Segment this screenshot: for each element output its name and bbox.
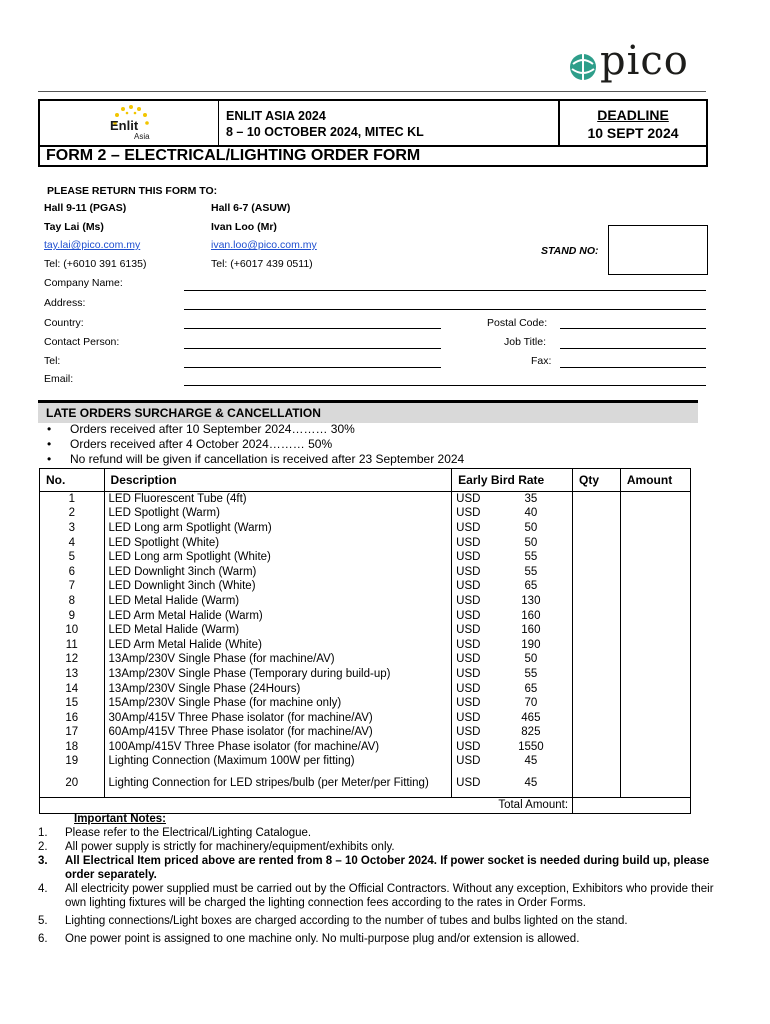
row-currency: USD [456, 755, 481, 768]
surcharge-bar [38, 400, 698, 423]
row-rate: 50 [490, 521, 573, 536]
contact-input[interactable] [184, 348, 441, 349]
row-no: 10 [40, 623, 105, 638]
row-qty-input[interactable] [573, 711, 621, 726]
row-desc: LED Arm Metal Halide (Warm) [104, 609, 452, 624]
table-row [40, 682, 691, 697]
address-input[interactable] [184, 309, 706, 310]
table-row [40, 667, 691, 682]
row-qty-input[interactable] [573, 638, 621, 653]
row-currency: USD [456, 492, 481, 505]
row-no: 20 [40, 769, 105, 798]
contact1-hall: Hall 9-11 (PGAS) [44, 202, 127, 214]
enlit-logo-sub: Asia [134, 132, 150, 141]
note-number: 3. [38, 855, 48, 867]
contact1-name: Tay Lai (Ms) [44, 221, 104, 233]
row-qty-input[interactable] [573, 682, 621, 697]
contact2-tel: Tel: (+6017 439 0511) [211, 258, 313, 270]
email-label: Email: [44, 373, 74, 385]
return-heading: PLEASE RETURN THIS FORM TO: [47, 185, 218, 197]
globe-icon [568, 52, 598, 82]
table-row [40, 653, 691, 668]
row-no: 9 [40, 609, 105, 624]
row-qty-input[interactable] [573, 609, 621, 624]
row-desc: 60Amp/415V Three Phase isolator (for machine/AV) [104, 726, 452, 741]
row-qty-input[interactable] [573, 580, 621, 595]
row-currency: USD [456, 521, 481, 534]
table-row [40, 638, 691, 653]
row-rate: 465 [490, 711, 573, 726]
row-amount-input[interactable] [620, 594, 690, 609]
table-row [40, 594, 691, 609]
row-amount-input[interactable] [620, 507, 690, 522]
row-amount-input[interactable] [620, 550, 690, 565]
row-rate: 45 [490, 769, 573, 798]
row-qty-input[interactable] [573, 755, 621, 770]
contact1-email[interactable]: tay.lai@pico.com.my [44, 239, 141, 251]
row-currency: USD [456, 667, 481, 680]
row-amount-input[interactable] [620, 696, 690, 711]
table-row [40, 507, 691, 522]
company-input[interactable] [184, 290, 706, 291]
contact2-hall: Hall 6-7 (ASUW) [211, 202, 291, 214]
row-rate: 825 [490, 726, 573, 741]
table-row [40, 536, 691, 551]
row-desc: LED Downlight 3inch (White) [104, 580, 452, 595]
note-item [38, 882, 718, 910]
table-row [40, 550, 691, 565]
row-currency: USD [456, 653, 481, 666]
row-desc: Lighting Connection for LED stripes/bulb (per Meter/per Fitting) [104, 769, 452, 798]
row-no: 19 [40, 755, 105, 770]
row-qty-input[interactable] [573, 594, 621, 609]
table-row [40, 521, 691, 536]
row-rate: 55 [490, 565, 573, 580]
col-rate: Early Bird Rate [452, 469, 573, 492]
table-row [40, 740, 691, 755]
row-currency: USD [456, 565, 481, 578]
top-rule [38, 91, 706, 92]
table-row [40, 711, 691, 726]
row-no: 8 [40, 594, 105, 609]
row-currency: USD [456, 726, 481, 739]
row-rate: 70 [490, 696, 573, 711]
row-rate: 40 [490, 507, 573, 522]
note-number: 4. [38, 883, 48, 895]
table-row [40, 565, 691, 580]
row-desc: 13Amp/230V Single Phase (Temporary during build-up) [104, 667, 452, 682]
contact-label: Contact Person: [44, 336, 120, 348]
row-amount-input[interactable] [620, 580, 690, 595]
table-row [40, 726, 691, 741]
row-amount-input[interactable] [620, 565, 690, 580]
stand-no-field[interactable] [608, 225, 708, 275]
row-rate: 55 [490, 667, 573, 682]
row-amount-input[interactable] [620, 769, 690, 798]
event-dates: 8 – 10 OCTOBER 2024, MITEC KL [226, 125, 424, 139]
row-currency: USD [456, 551, 481, 564]
total-label: Total Amount: [498, 799, 569, 812]
col-qty: Qty [573, 469, 621, 492]
header-box [38, 99, 708, 167]
row-qty-input[interactable] [573, 565, 621, 580]
note-text: All power supply is strictly for machinery/equipment/exhibits only. [65, 841, 395, 853]
table-row [40, 696, 691, 711]
row-qty-input[interactable] [573, 653, 621, 668]
note-item [38, 932, 718, 946]
row-currency: USD [456, 594, 481, 607]
row-amount-input[interactable] [620, 492, 690, 507]
row-rate: 1550 [490, 740, 573, 755]
event-name: ENLIT ASIA 2024 [226, 109, 326, 123]
row-desc: LED Arm Metal Halide (White) [104, 638, 452, 653]
row-no: 14 [40, 682, 105, 697]
row-no: 17 [40, 726, 105, 741]
row-amount-input[interactable] [620, 638, 690, 653]
table-row [40, 492, 691, 507]
row-currency: USD [452, 769, 490, 798]
row-currency: USD [456, 638, 481, 651]
note-text: One power point is assigned to one machine only. No multi-purpose plug and/or extension is allowed. [65, 933, 580, 945]
col-no: No. [40, 469, 105, 492]
important-notes [38, 812, 718, 946]
row-desc: LED Downlight 3inch (Warm) [104, 565, 452, 580]
row-amount-input[interactable] [620, 521, 690, 536]
country-input[interactable] [184, 328, 441, 329]
row-no: 12 [40, 653, 105, 668]
row-rate: 160 [490, 623, 573, 638]
row-qty-input[interactable] [573, 769, 621, 798]
row-desc: 30Amp/415V Three Phase isolator (for machine/AV) [104, 711, 452, 726]
row-currency: USD [456, 682, 481, 695]
row-no: 3 [40, 521, 105, 536]
row-rate: 160 [490, 609, 573, 624]
surcharge-item: • Orders received after 10 September 2024……… 30% [47, 422, 355, 436]
deadline-date: 10 SEPT 2024 [587, 125, 679, 141]
row-amount-input[interactable] [620, 711, 690, 726]
row-amount-input[interactable] [620, 536, 690, 551]
surcharge-item: • Orders received after 4 October 2024……… 50% [47, 437, 333, 451]
enlit-logo [40, 101, 219, 145]
row-qty-input[interactable] [573, 536, 621, 551]
email-input[interactable] [184, 385, 706, 386]
contact2-email[interactable]: ivan.loo@pico.com.my [211, 239, 317, 251]
postal-label: Postal Code: [487, 317, 548, 329]
company-label: Company Name: [44, 277, 123, 289]
row-amount-input[interactable] [620, 653, 690, 668]
row-currency: USD [456, 740, 481, 753]
row-currency: USD [456, 580, 481, 593]
row-rate: 50 [490, 653, 573, 668]
tel-label: Tel: [44, 355, 61, 367]
address-label: Address: [44, 297, 86, 309]
row-desc: LED Long arm Spotlight (White) [104, 550, 452, 565]
row-no: 18 [40, 740, 105, 755]
surcharge-title: LATE ORDERS SURCHARGE & CANCELLATION [46, 406, 321, 420]
row-currency: USD [456, 536, 481, 549]
note-item [38, 914, 718, 928]
country-label: Country: [44, 317, 84, 329]
pico-wordmark: pico [600, 38, 689, 84]
note-item [38, 854, 718, 882]
row-currency: USD [456, 609, 481, 622]
row-no: 4 [40, 536, 105, 551]
note-item [38, 826, 718, 840]
row-amount-input[interactable] [620, 755, 690, 770]
row-rate: 190 [490, 638, 573, 653]
row-rate: 55 [490, 550, 573, 565]
row-rate: 35 [490, 492, 573, 507]
pico-logo [568, 38, 698, 88]
row-qty-input[interactable] [573, 667, 621, 682]
row-currency: USD [456, 624, 481, 637]
row-desc: LED Spotlight (Warm) [104, 507, 452, 522]
row-currency: USD [456, 507, 481, 520]
job-label: Job Title: [504, 336, 547, 348]
notes-heading: Important Notes: [74, 813, 166, 825]
row-amount-input[interactable] [620, 740, 690, 755]
row-qty-input[interactable] [573, 507, 621, 522]
row-no: 6 [40, 565, 105, 580]
row-desc: LED Spotlight (White) [104, 536, 452, 551]
row-amount-input[interactable] [620, 623, 690, 638]
row-amount-input[interactable] [620, 609, 690, 624]
note-number: 2. [38, 841, 48, 853]
row-rate: 65 [490, 682, 573, 697]
row-rate: 45 [490, 755, 573, 770]
row-no: 16 [40, 711, 105, 726]
row-amount-input[interactable] [620, 682, 690, 697]
note-number: 1. [38, 827, 48, 839]
row-no: 15 [40, 696, 105, 711]
table-row [40, 623, 691, 638]
job-input[interactable] [560, 348, 706, 349]
row-no: 5 [40, 550, 105, 565]
surcharge-item: • No refund will be given if cancellation is received after 23 September 2024 [47, 452, 465, 466]
deadline-label: DEADLINE [597, 107, 669, 123]
postal-input[interactable] [560, 328, 706, 329]
contact2-name: Ivan Loo (Mr) [211, 221, 277, 233]
note-text: Lighting connections/Light boxes are charged according to the number of tubes and bulbs lighted on the stand. [65, 915, 628, 927]
row-desc: LED Metal Halide (Warm) [104, 623, 452, 638]
tel-input[interactable] [184, 367, 441, 368]
row-desc: 100Amp/415V Three Phase isolator (for machine/AV) [104, 740, 452, 755]
note-item [38, 840, 718, 854]
row-no: 7 [40, 580, 105, 595]
row-desc: LED Long arm Spotlight (Warm) [104, 521, 452, 536]
row-qty-input[interactable] [573, 740, 621, 755]
enlit-logo-text: Enlit [110, 118, 139, 133]
row-qty-input[interactable] [573, 550, 621, 565]
row-desc: LED Fluorescent Tube (4ft) [104, 492, 452, 507]
row-no: 2 [40, 507, 105, 522]
row-desc: LED Metal Halide (Warm) [104, 594, 452, 609]
note-text: All Electrical Item priced above are rented from 8 – 10 October 2024. If power socket is needed during build up, please order separately. [65, 855, 710, 881]
row-desc: Lighting Connection (Maximum 100W per fitting) [104, 755, 452, 770]
table-row [40, 609, 691, 624]
row-currency: USD [456, 711, 481, 724]
col-desc: Description [104, 469, 452, 492]
row-desc: 13Amp/230V Single Phase (for machine/AV) [104, 653, 452, 668]
row-desc: 15Amp/230V Single Phase (for machine only) [104, 696, 452, 711]
table-row [40, 755, 691, 770]
note-number: 6. [38, 933, 48, 945]
row-no: 11 [40, 638, 105, 653]
row-qty-input[interactable] [573, 623, 621, 638]
row-qty-input[interactable] [573, 696, 621, 711]
note-text: All electricity power supplied must be carried out by the Official Contractors. Without any exception, Exhibitors who provide their own lighting fixtures will be charged the lighting connection fees according to the rates in Order Forms. [65, 883, 714, 909]
form-title: FORM 2 – ELECTRICAL/LIGHTING ORDER FORM [46, 147, 421, 164]
row-qty-input[interactable] [573, 492, 621, 507]
row-no: 1 [40, 492, 105, 507]
row-qty-input[interactable] [573, 521, 621, 536]
fax-input[interactable] [560, 367, 706, 368]
row-no: 13 [40, 667, 105, 682]
row-amount-input[interactable] [620, 726, 690, 741]
table-row [40, 580, 691, 595]
row-amount-input[interactable] [620, 667, 690, 682]
row-desc: 13Amp/230V Single Phase (24Hours) [104, 682, 452, 697]
stand-label: STAND NO: [541, 245, 599, 257]
row-rate: 65 [490, 580, 573, 595]
table-row [40, 769, 691, 798]
fax-label: Fax: [531, 355, 552, 367]
note-text: Please refer to the Electrical/Lighting Catalogue. [65, 827, 312, 839]
note-number: 5. [38, 915, 48, 927]
items-table [39, 468, 691, 814]
col-amount: Amount [620, 469, 690, 492]
row-qty-input[interactable] [573, 726, 621, 741]
contact1-tel: Tel: (+6010 391 6135) [44, 258, 147, 270]
row-rate: 50 [490, 536, 573, 551]
row-rate: 130 [490, 594, 573, 609]
row-currency: USD [456, 697, 481, 710]
